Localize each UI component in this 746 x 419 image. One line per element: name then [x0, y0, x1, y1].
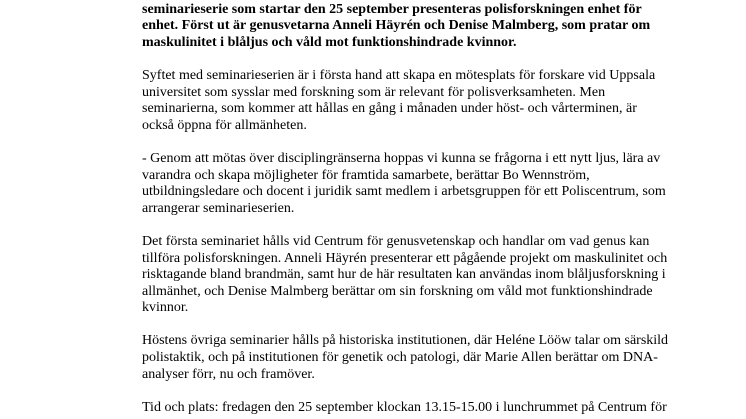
text-line: kvinnor.: [142, 300, 189, 316]
text-line: Tid och plats: fredagen den 25 september klockan 13.15-15.00 i lunchrummet på Centrum för: [142, 399, 667, 415]
text-line: enhet. Först ut är genusvetarna Anneli Häyrén och Denise Malmberg, som pratar om: [142, 18, 651, 34]
text-line: Det första seminariet hålls vid Centrum för genusvetenskap och handlar om vad genus kan: [142, 233, 650, 249]
body-paragraph: [142, 68, 726, 134]
text-line: maskulinitet i blåljus och våld mot funktionshindrade kvinnor.: [142, 34, 517, 50]
text-line: Syftet med seminarieserien är i första hand att skapa en mötesplats för forskare vid Uppsala: [142, 67, 656, 83]
text-line: analyser förr, nu och framöver.: [142, 366, 315, 382]
document-page: [142, 0, 726, 416]
text-line: Höstens övriga seminarier hålls på historiska institutionen, där Heléne Lööw talar om särskild: [142, 333, 669, 349]
text-line: också öppna för allmänheten.: [142, 117, 307, 133]
text-line: varandra och skapa möjligheter för framtida samarbete, berättar Bo Wennström,: [142, 167, 590, 183]
text-line: utbildningsledare och docent i juridik samt medlem i arbetsgruppen för ett Poliscentrum, som: [142, 184, 666, 200]
text-line: allmänhet, och Denise Malmberg berättar om sin forskning om våld mot funktionshindrade: [142, 283, 653, 299]
text-line: seminarierna, som kommer att hållas en gång i månaden under höst- och vårterminen, är: [142, 101, 637, 117]
body-paragraph: [142, 151, 726, 217]
text-line: arrangerar seminarieserien.: [142, 200, 295, 216]
body-paragraph: [142, 400, 726, 417]
text-line: risktagande bland brandmän, samt hur de här resultaten kan användas inom blåljusforskning i: [142, 267, 666, 283]
body-paragraph: [142, 333, 726, 383]
text-line: - Genom att mötas över disciplingränserna hoppas vi kunna se frågorna i ett nytt ljus, lära av: [142, 150, 661, 166]
text-line: seminarieserie som startar den 25 september presenteras polisforskningen enhet för: [142, 1, 642, 17]
text-line: universitet som sysslar med forskning som är relevant för polisverksamheten. Men: [142, 84, 606, 100]
body-paragraph: [142, 234, 726, 317]
text-line: polistaktik, och på institutionen för genetik och patologi, där Marie Allen berättar om DNA-: [142, 350, 658, 366]
text-line: tillföra polisforskningen. Anneli Häyrén presenterar ett pågående projekt om maskulinitet och: [142, 250, 668, 266]
lead-paragraph: [142, 0, 726, 51]
